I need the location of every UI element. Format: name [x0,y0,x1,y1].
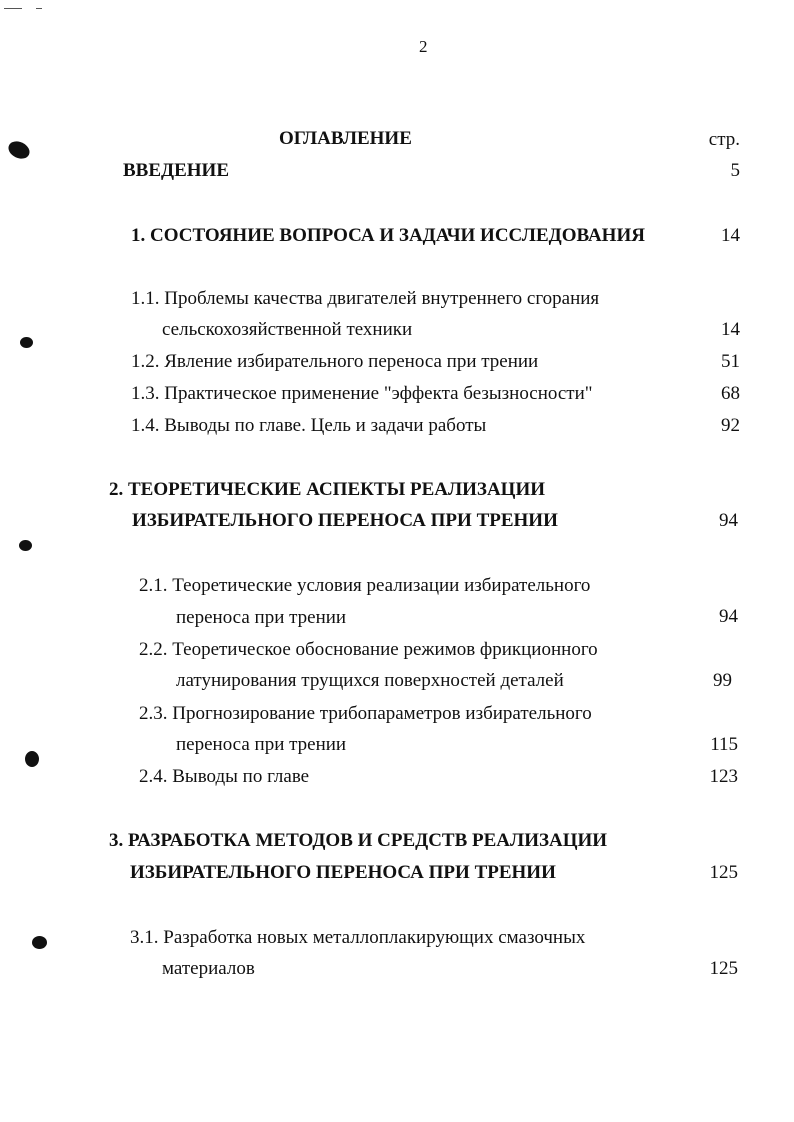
toc-page-number: 92 [721,415,740,436]
toc-page-number: 99 [713,670,732,691]
toc-section-3-1-continuation: материалов [162,958,255,979]
toc-section-1-1-continuation: сельскохозяйственной техники [162,319,413,340]
toc-section-2-3-continuation: переноса при трении [176,734,347,755]
toc-entry-introduction: ВВЕДЕНИЕ [123,160,229,181]
toc-page-number: 14 [721,319,740,340]
punch-hole-mark [19,540,32,551]
punch-hole-mark [32,936,47,949]
toc-page-number: 115 [710,734,738,755]
page-title: ОГЛАВЛЕНИЕ [279,128,412,149]
toc-chapter-3-continuation: ИЗБИРАТЕЛЬНОГО ПЕРЕНОСА ПРИ ТРЕНИИ [130,862,556,883]
toc-section-2-1: 2.1. Теоретические условия реализации избирательного [139,575,591,596]
toc-page-number: 14 [721,225,740,246]
toc-section-2-2-continuation: латунирования трущихся поверхностей деталей [176,670,564,691]
toc-section-3-1: 3.1. Разработка новых металлоплакирующих смазочных [130,927,586,948]
scan-mark [36,8,42,9]
punch-hole-mark [20,337,33,348]
toc-section-1-4: 1.4. Выводы по главе. Цель и задачи работы [131,415,487,436]
toc-page-number: 51 [721,351,740,372]
punch-hole-mark [6,138,33,162]
page-number: 2 [419,37,428,56]
scan-mark [4,8,22,9]
toc-page-number: 68 [721,383,740,404]
toc-section-2-4: 2.4. Выводы по главе [139,766,310,787]
toc-chapter-3: 3. РАЗРАБОТКА МЕТОДОВ И СРЕДСТВ РЕАЛИЗАЦИИ [109,830,608,851]
toc-page-number: 125 [709,862,738,883]
toc-chapter-2: 2. ТЕОРЕТИЧЕСКИЕ АСПЕКТЫ РЕАЛИЗАЦИИ [109,479,545,500]
toc-section-2-3: 2.3. Прогнозирование трибопараметров избирательного [139,703,592,724]
toc-section-2-1-continuation: переноса при трении [176,607,347,628]
toc-page-number: 125 [709,958,738,979]
toc-page-number: 94 [719,510,738,531]
toc-section-1-1: 1.1. Проблемы качества двигателей внутреннего сгорания [131,288,600,309]
page-column-label: стр. [708,129,740,150]
toc-section-1-3: 1.3. Практическое применение "эффекта безызносности" [131,383,593,404]
punch-hole-mark [25,751,39,767]
toc-section-1-2: 1.2. Явление избирательного переноса при трении [131,351,539,372]
toc-page-number: 5 [730,160,740,181]
toc-page-number: 94 [719,606,738,627]
toc-chapter-1: 1. СОСТОЯНИЕ ВОПРОСА И ЗАДАЧИ ИССЛЕДОВАНИЯ [131,225,645,246]
toc-section-2-2: 2.2. Теоретическое обоснование режимов фрикционного [139,639,598,660]
toc-page-number: 123 [709,766,738,787]
toc-chapter-2-continuation: ИЗБИРАТЕЛЬНОГО ПЕРЕНОСА ПРИ ТРЕНИИ [132,510,558,531]
